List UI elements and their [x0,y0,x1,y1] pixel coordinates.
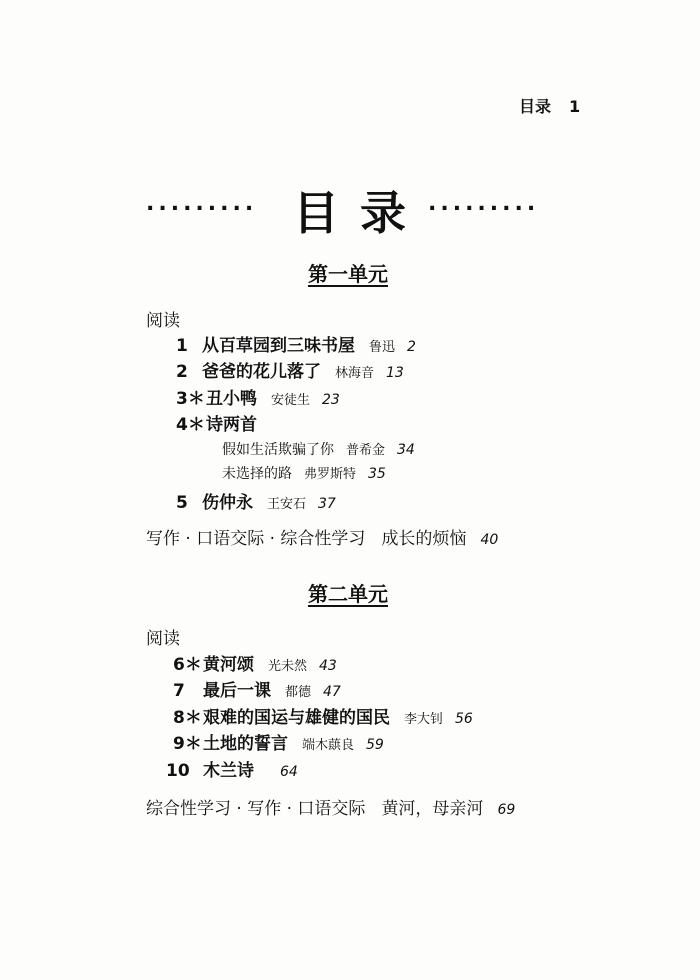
subentry-title: 未选择的路 [222,466,292,482]
subentry-author: 弗罗斯特 [304,467,357,482]
entry-title: 从百草园到三味书屋 [202,336,355,356]
entry-number: 8＊ [173,708,202,728]
entry-number: 7 [173,681,185,701]
entry-page: 23 [322,392,340,408]
entry-author: 都德 [285,685,312,700]
entry-author: 光未然 [268,659,308,674]
unit-2-section-reading: 阅读 [146,629,180,649]
entry-page: 13 [386,365,404,381]
toc-entry[interactable] [173,650,337,675]
unit-2-title: 第二单元 [308,582,388,606]
entry-title: 最后一课 [203,681,271,701]
dot-leader-right: ......... [428,191,540,216]
subentry-author: 普希金 [346,443,386,458]
activity-label: 写作 · 口语交际 · 综合性学习 [146,529,366,549]
activity-page: 40 [480,532,499,548]
running-header-title: 目录 [519,97,552,116]
dot-leader-left: ......... [146,191,258,216]
unit-1-section-reading: 阅读 [146,311,180,331]
toc-entry[interactable] [173,729,384,754]
entry-page: 37 [318,496,336,512]
entry-author: 端木蕻良 [302,738,355,753]
toc-entry[interactable] [176,357,404,382]
entry-number: 6＊ [173,655,202,675]
entry-number: 4＊ [176,415,205,435]
entry-title: 诗两首 [206,415,257,435]
entry-author: 鲁迅 [369,340,396,355]
entry-number: 1 [176,336,188,356]
subentry-page: 35 [368,466,386,482]
entry-number: 9＊ [173,734,202,754]
entry-page: 59 [366,737,384,753]
toc-subentry[interactable] [222,463,386,483]
entry-page: 43 [319,658,337,674]
entry-author: 王安石 [267,497,307,512]
unit-2-activity[interactable] [146,794,515,819]
entry-page: 56 [455,711,473,727]
subentry-title: 假如生活欺骗了你 [222,442,334,458]
running-header [519,94,580,117]
entry-page: 47 [323,684,341,700]
entry-title: 爸爸的花儿落了 [202,362,321,382]
entry-author: 林海音 [335,366,375,381]
entry-author: 安徒生 [271,393,311,408]
toc-entry[interactable] [173,676,341,701]
entry-title: 伤仲永 [202,493,253,513]
toc-entry[interactable] [176,331,416,356]
entry-title: 土地的誓言 [203,734,288,754]
activity-label: 综合性学习 · 写作 · 口语交际 [146,799,366,819]
unit-1-title: 第一单元 [308,262,388,286]
toc-entry[interactable] [176,488,336,513]
page-number: 1 [569,97,581,116]
entry-page: 64 [280,764,298,780]
activity-page: 69 [497,802,516,818]
toc-entry[interactable] [176,384,340,409]
entry-number: 3＊ [176,389,205,409]
entry-page: 2 [407,339,416,355]
toc-subentry[interactable] [222,439,415,459]
entry-title: 木兰诗 [203,761,254,781]
entry-title: 丑小鸭 [206,389,257,409]
toc-heading-char-1: 目 [293,186,339,240]
toc-entry[interactable] [166,756,298,781]
activity-topic: 黄河，母亲河 [381,799,484,819]
entry-number: 5 [176,493,188,513]
toc-heading-char-2: 录 [360,186,406,240]
entry-title: 艰难的国运与雄健的国民 [203,708,390,728]
entry-number: 10 [166,761,190,781]
activity-topic: 成长的烦恼 [381,529,467,549]
subentry-page: 34 [397,442,415,458]
unit-1-activity[interactable] [146,524,498,549]
entry-author: 李大钊 [404,712,444,727]
toc-entry[interactable] [176,410,257,435]
entry-number: 2 [176,362,188,382]
entry-title: 黄河颂 [203,655,254,675]
toc-entry[interactable] [173,703,473,728]
